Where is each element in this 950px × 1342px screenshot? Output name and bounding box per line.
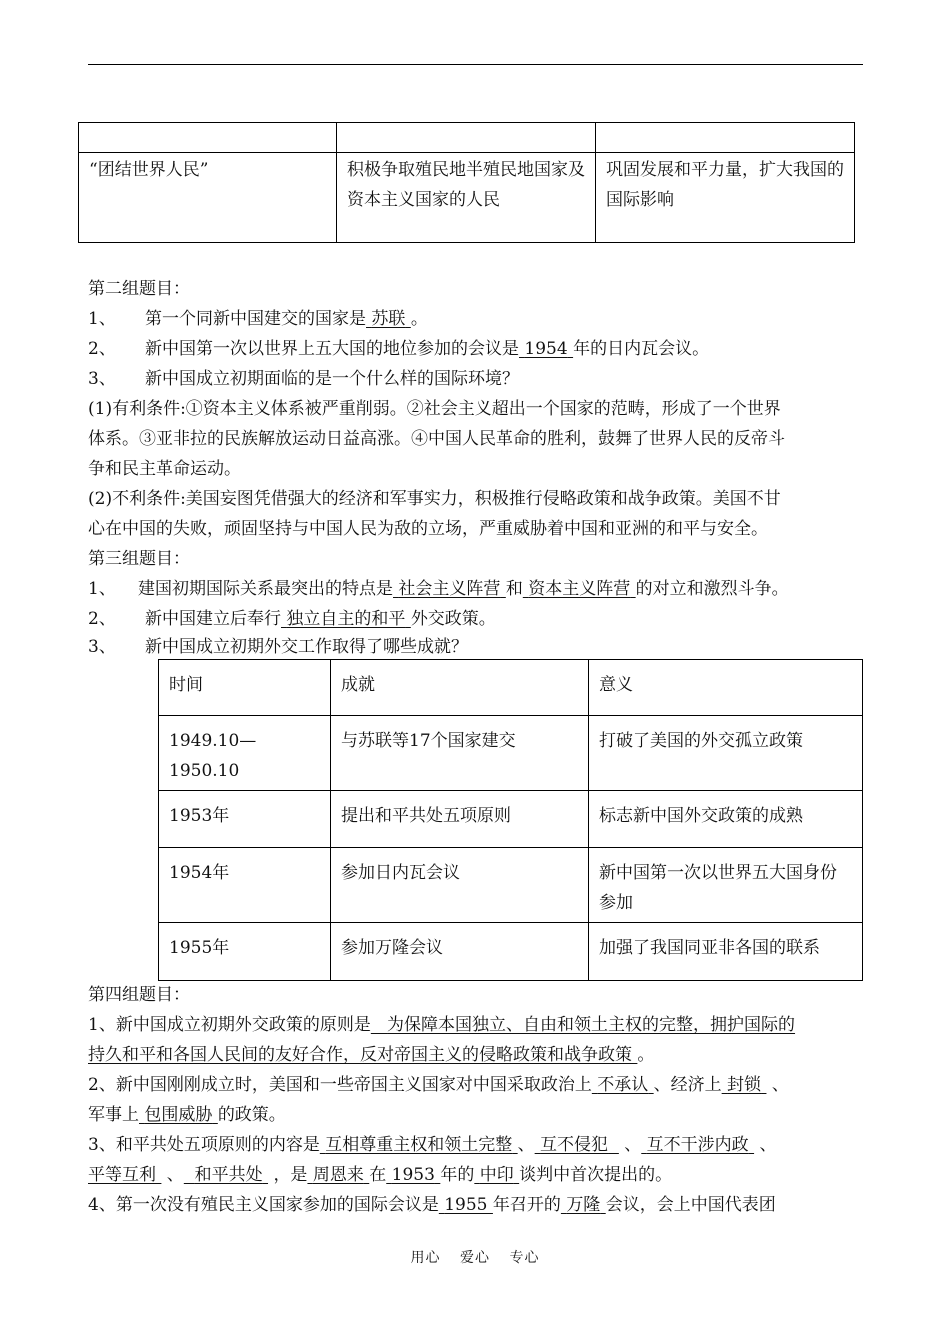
paragraph-line: 体系。③亚非拉的民族解放运动日益高涨。④中国人民革命的胜利，鼓舞了世界人民的反帝斗 (88, 429, 785, 449)
table-row (79, 123, 855, 153)
table-cell (596, 123, 855, 153)
table-cell (337, 123, 596, 153)
group4-q1-cont: 持久和平和各国人民间的友好合作，反对帝国主义的侵略政策和战争政策 。 (88, 1045, 655, 1065)
table-cell: 巩固发展和平力量，扩大我国的国际影响 (596, 153, 855, 243)
top-table (78, 122, 855, 243)
table-cell: 1949.10—1950.10 (159, 716, 331, 791)
paragraph-line: (1)有利条件:①资本主义体系被严重削弱。②社会主义超出一个国家的范畴，形成了一个世界 (88, 399, 781, 419)
group3-q3: 3、 新中国成立初期外交工作取得了哪些成就？ (88, 637, 468, 657)
column-header: 意义 (589, 660, 863, 716)
header-rule (88, 64, 863, 65)
table-row (159, 923, 863, 981)
group4-q3-cont: 平等互利 、 和平共处 ，是 周恩来 在 1953 年的 中印 谈判中首次提出的。 (88, 1165, 673, 1185)
table-cell: 1954年 (159, 848, 331, 923)
group4-q2-cont: 军事上 包围威胁 的政策。 (88, 1105, 286, 1125)
table-cell: 提出和平共处五项原则 (331, 791, 589, 848)
paragraph-line: 心在中国的失败，顽固坚持与中国人民为敌的立场，严重威胁着中国和亚洲的和平与安全。 (88, 519, 768, 539)
table-cell: 与苏联等17个国家建交 (331, 716, 589, 791)
column-header: 成就 (331, 660, 589, 716)
table-cell (79, 123, 337, 153)
table-row (79, 153, 855, 243)
group4-q2: 2、新中国刚刚成立时，美国和一些帝国主义国家对中国采取政治上 不承认 、经济上 封锁 、 (88, 1075, 789, 1095)
group3-q1: 1、 建国初期国际关系最突出的特点是 社会主义阵营 和 资本主义阵营 的对立和激烈斗争。 (88, 579, 789, 599)
table-cell: 打破了美国的外交孤立政策 (589, 716, 863, 791)
table-cell: 参加日内瓦会议 (331, 848, 589, 923)
paragraph-line: 争和民主革命运动。 (88, 459, 241, 479)
page-footer: 用心 爱心 专心 (410, 1250, 540, 1266)
group3-q2: 2、 新中国建立后奉行 独立自主的和平 外交政策。 (88, 609, 496, 629)
group4-q1: 1、新中国成立初期外交政策的原则是 为保障本国独立、自由和领土主权的完整，拥护国际的 (88, 1015, 796, 1035)
table-cell: 积极争取殖民地半殖民地国家及资本主义国家的人民 (337, 153, 596, 243)
paragraph-line: (2)不利条件:美国妄图凭借强大的经济和军事实力，积极推行侵略政策和战争政策。美国不甘 (88, 489, 781, 509)
achievements-table (158, 659, 863, 981)
table-cell: 新中国第一次以世界五大国身份参加 (589, 848, 863, 923)
group2-q1: 1、 第一个同新中国建交的国家是 苏联 。 (88, 309, 428, 329)
group2-title: 第二组题目： (88, 279, 190, 299)
table-row (159, 791, 863, 848)
group3-title: 第三组题目： (88, 549, 190, 569)
table-row (159, 848, 863, 923)
table-cell: 1955年 (159, 923, 331, 981)
group4-title: 第四组题目： (88, 985, 190, 1005)
table-cell: 加强了我国同亚非各国的联系 (589, 923, 863, 981)
table-cell: 标志新中国外交政策的成熟 (589, 791, 863, 848)
group4-q4: 4、第一次没有殖民主义国家参加的国际会议是 1955 年召开的 万隆 会议，会上中国代表团 (88, 1195, 776, 1215)
table-row (159, 716, 863, 791)
group4-q3: 3、和平共处五项原则的内容是 互相尊重主权和领土完整 、 互不侵犯 、 互不干涉内政 、 (88, 1135, 777, 1155)
group2-q2: 2、 新中国第一次以世界上五大国的地位参加的会议是 1954 年的日内瓦会议。 (88, 339, 710, 359)
group2-q3: 3、 新中国成立初期面临的是一个什么样的国际环境？ (88, 369, 519, 389)
table-cell: “团结世界人民” (79, 153, 337, 243)
table-cell: 1953年 (159, 791, 331, 848)
table-cell: 参加万隆会议 (331, 923, 589, 981)
answer: 1954 (524, 339, 568, 359)
column-header: 时间 (159, 660, 331, 716)
answer: 苏联 (371, 309, 406, 329)
table-header-row (159, 660, 863, 716)
